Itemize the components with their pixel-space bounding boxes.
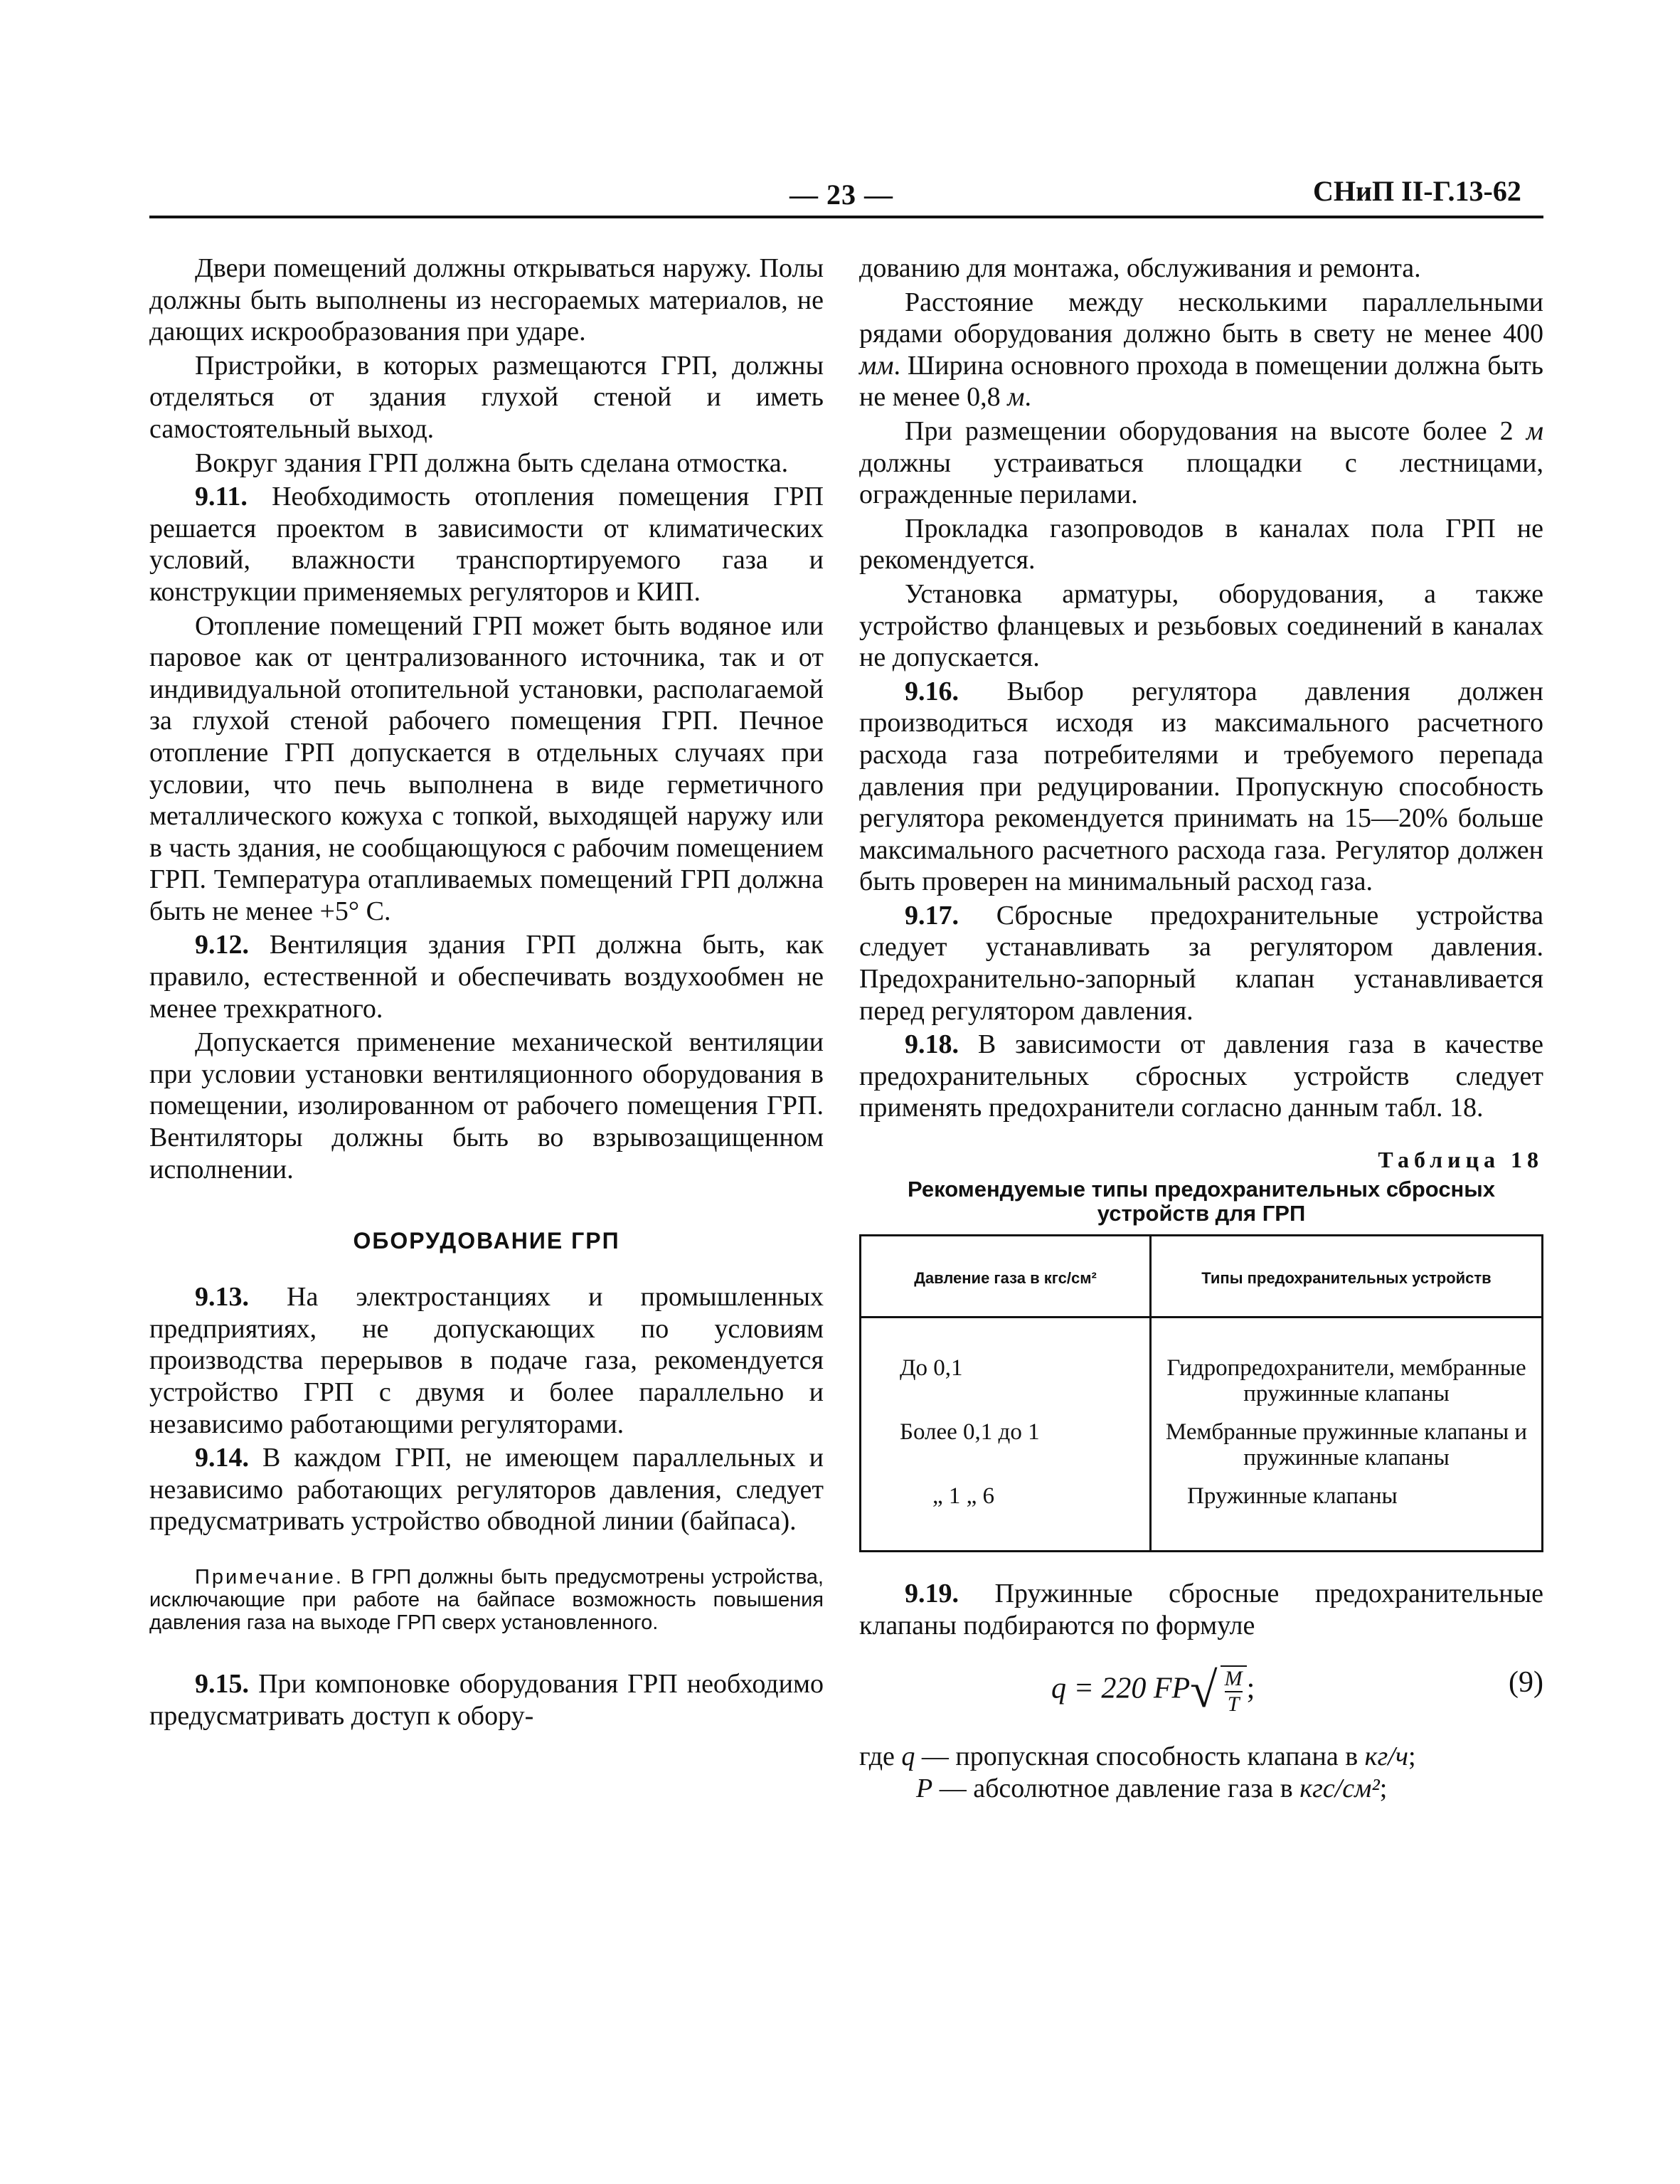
clause-text: Выбор регулятора давления должен производиться исходя из максимального расчетного расхода газа потребителями и требуемого перепада давления при редуцировании. Пропускную способность регулятора рекомендуется принимать на 15—20% больше максимального расчетного расхода газа. Регулятор должен быть проверен на минимальный расход газа. — [859, 676, 1543, 897]
table-row — [861, 1414, 1543, 1478]
paragraph — [149, 350, 824, 445]
paragraph-text: должны устраиваться площадки с лестницами, огражденные перилами. — [859, 447, 1543, 510]
clause-text: Сбросные предохранительные устройства следует устанавливать за регулятором давления. Предохранительно-запорный клапан устанавливается перед регулятором давления. — [859, 900, 1543, 1026]
clause-number: 9.12. — [195, 930, 249, 960]
definition-lead: где — [859, 1742, 902, 1772]
definition-symbol: q — [901, 1742, 915, 1772]
paragraph-text: Расстояние между несколькими параллельными рядами оборудования должно быть в свету не менее 400 — [859, 287, 1543, 349]
clause-number: 9.13. — [195, 1282, 249, 1313]
clause-9-16 — [859, 676, 1543, 898]
clause-9-18 — [859, 1029, 1543, 1124]
paragraph-text: Прокладка газопроводов в каналах пола ГРП не рекомендуется. — [859, 513, 1543, 576]
clause-text: При компоновке оборудования ГРП необходимо предусматривать доступ к обору- — [149, 1668, 824, 1731]
clause-number: 9.17. — [905, 900, 959, 931]
clause-9-13 — [149, 1281, 824, 1440]
definition-end: ; — [1408, 1742, 1416, 1772]
definition-q — [859, 1741, 1543, 1773]
table-cell-type: Мембранные пружинные клапаны и пружинные клапаны — [1165, 1419, 1528, 1471]
clause-text: На электростанциях и промышленных предприятиях, не допускающих по условиям производства перерывов в подаче газа, рекомендуется устройство ГРП с двумя и более параллельно и независимо работающими регуляторами. — [149, 1282, 824, 1439]
paragraph-text: Двери помещений должны открываться наружу. Полы должны быть выполнены из несгораемых материалов, не дающих искрообразования при ударе. — [149, 253, 824, 347]
table-cell-type: Пружинные клапаны — [1187, 1483, 1398, 1510]
clause-text: В каждом ГРП, не имеющем параллельных и независимо работающих регуляторов давления, следует предусматривать устройство обводной линии (байпаса). — [149, 1443, 824, 1537]
paragraph-text: Вокруг здания ГРП должна быть сделана отмостка. — [195, 447, 789, 478]
table-header-pressure: Давление газа в кгс/см² — [861, 1236, 1151, 1318]
paragraph — [859, 253, 1543, 285]
section-heading: ОБОРУДОВАНИЕ ГРП — [353, 1228, 620, 1254]
table-label: Таблица 18 — [1378, 1147, 1543, 1173]
data-table — [859, 1234, 1543, 1552]
left-column — [149, 253, 824, 1734]
unit: м — [1526, 415, 1543, 446]
note-label: Примечание. — [195, 1565, 344, 1589]
document-code: СНиП II-Г.13-62 — [1313, 175, 1521, 207]
table-header-device-type: Типы предохранительных устройств — [1151, 1236, 1543, 1318]
paragraph — [149, 447, 824, 479]
clause-number: 9.15. — [195, 1668, 249, 1699]
clause-text: Вентиляция здания ГРП должна быть, как правило, естественной и обеспечивать воздухообмен не менее трехкратного. — [149, 930, 824, 1024]
paragraph-text: Пристройки, в которых размещаются ГРП, должны отделяться от здания глухой стеной и иметь самостоятельный выход. — [149, 350, 824, 444]
clause-9-12 — [149, 929, 824, 1024]
table-cell-type: Гидропредохранители, мембранные пружинные клапаны — [1166, 1355, 1526, 1407]
clause-text: В зависимости от давления газа в качестве предохранительных сбросных устройств следует применять предохранители согласно данным табл. 18. — [859, 1029, 1543, 1123]
paragraph — [149, 1027, 824, 1185]
unit: кгс/см² — [1299, 1773, 1380, 1803]
clause-9-14 — [149, 1442, 824, 1537]
clause-number: 9.14. — [195, 1443, 249, 1473]
paragraph-text: . — [1024, 382, 1031, 413]
table-row — [861, 1478, 1543, 1552]
formula-fraction — [1221, 1665, 1247, 1717]
page-number: — 23 — — [790, 179, 893, 211]
formula-tail: ; — [1246, 1672, 1255, 1705]
paragraph-text: Установка арматуры, оборудования, а также устройство фланцевых и резьбовых соединений в каналах не допускается. — [859, 578, 1543, 673]
formula-9 — [859, 1655, 1543, 1727]
formula-lhs: q = 220 FP — [1051, 1672, 1191, 1705]
paragraph — [149, 253, 824, 348]
clause-text: Необходимость отопления помещения ГРП решается проектом в зависимости от климатических условий, влажности транспортируемого газа и конструкции применяемых регуляторов и КИП. — [149, 482, 824, 607]
table-cell-pressure: Более 0,1 до 1 — [861, 1414, 1151, 1478]
paragraph-text: При размещении оборудования на высоте более 2 — [905, 415, 1526, 446]
note-text: В ГРП должны быть предусмотрены устройства, исключающие при работе на байпасе возможность повышения давления газа на выходе ГРП сверх установленного. — [149, 1565, 824, 1634]
fraction-denominator: T — [1225, 1691, 1243, 1717]
clause-9-15 — [149, 1668, 824, 1732]
definition-text: — пропускная способность клапана в — [915, 1742, 1365, 1772]
unit: кг/ч — [1364, 1742, 1408, 1772]
paragraph-text: Допускается применение механической вентиляции при условии установки вентиляционного оборудования в помещении, изолированном от рабочего помещения ГРП. Вентиляторы должны быть во взрывозащищенном исполнении. — [149, 1027, 824, 1184]
paragraph — [149, 610, 824, 928]
unit: мм — [859, 350, 894, 381]
right-column — [859, 253, 1543, 1804]
clause-9-17 — [859, 900, 1543, 1027]
note — [149, 1566, 824, 1634]
clause-number: 9.18. — [905, 1029, 959, 1060]
unit: м — [1007, 382, 1025, 413]
paragraph-text: Отопление помещений ГРП может быть водяное или паровое как от централизованного источника, так и от индивидуальной отопительной установки, располагаемой за глухой стеной рабочего помещения ГРП. Печное отопление ГРП допускается в отдельных случаях при условии, что печь выполнена в виде герметичного металлического кожуха с топкой, выходящей наружу или в часть здания, не сообщающуюся с рабочим помещением ГРП. Температура отапливаемых помещений ГРП должна быть не менее +5° С. — [149, 610, 824, 926]
paragraph — [859, 415, 1543, 511]
definition-text: — абсолютное давление газа в — [932, 1773, 1300, 1803]
definition-symbol: P — [916, 1773, 933, 1803]
paragraph — [859, 578, 1543, 674]
table-cell-pressure: До 0,1 — [861, 1318, 1151, 1414]
definition-end: ; — [1379, 1773, 1388, 1803]
formula-expression — [1051, 1663, 1255, 1719]
clause-9-19 — [859, 1578, 1543, 1641]
header-rule — [149, 216, 1543, 218]
table-header-row — [861, 1236, 1543, 1318]
paragraph-text: . Ширина основного прохода в помещении должна быть не менее 0,8 — [859, 350, 1543, 413]
fraction-numerator: M — [1224, 1667, 1243, 1691]
formula-number: (9) — [1509, 1666, 1543, 1700]
sqrt-symbol: √ — [1190, 1663, 1218, 1719]
clause-9-11 — [149, 481, 824, 608]
clause-number: 9.16. — [905, 676, 959, 706]
table-row — [861, 1318, 1543, 1414]
clause-number: 9.11. — [195, 482, 248, 512]
paragraph — [859, 287, 1543, 413]
table-title: Рекомендуемые типы предохранительных сбросных устройств для ГРП — [908, 1177, 1495, 1226]
clause-number: 9.19. — [905, 1579, 959, 1609]
paragraph-text: дованию для монтажа, обслуживания и ремонта. — [859, 253, 1421, 283]
paragraph — [859, 513, 1543, 576]
table-cell-pressure: „ 1 „ 6 — [861, 1478, 1151, 1552]
clause-text: Пружинные сбросные предохранительные клапаны подбираются по формуле — [859, 1579, 1543, 1640]
definition-p — [859, 1773, 1543, 1805]
